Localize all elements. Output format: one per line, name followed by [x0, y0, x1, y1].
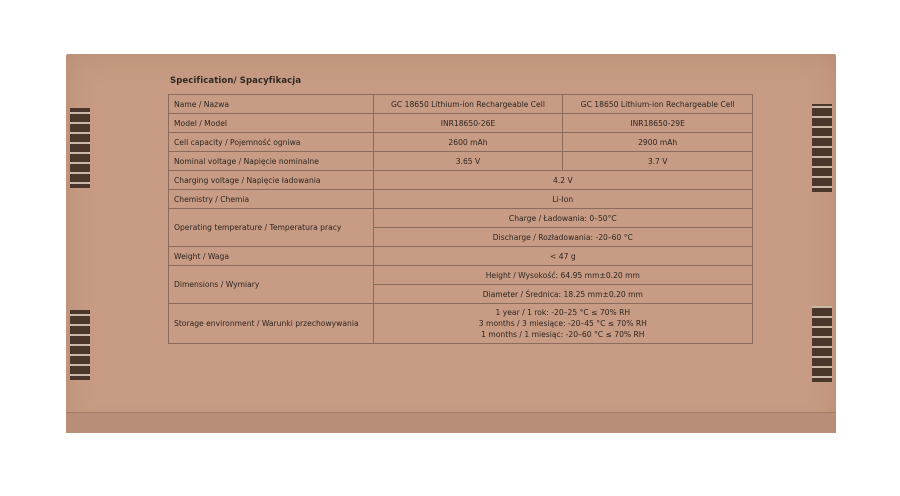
spec-title: Specification/ Spacyfikacja	[170, 76, 302, 86]
tape-left-top	[70, 108, 90, 188]
table-row	[169, 266, 753, 285]
row-label: Model / Model	[169, 114, 374, 133]
cell-value: 4.2 V	[373, 171, 752, 190]
tape-right-bottom	[812, 306, 832, 382]
storage-line: 1 year / 1 rok: -20–25 °C ≤ 70% RH	[495, 308, 631, 317]
cell-value: Discharge / Rozładowania: -20–60 °C	[373, 228, 752, 247]
row-label: Cell capacity / Pojemność ogniwa	[169, 133, 374, 152]
box-lid-edge	[66, 412, 836, 433]
cell-value: < 47 g	[373, 247, 752, 266]
cell-value: 2900 mAh	[563, 133, 753, 152]
spec-table	[168, 94, 753, 344]
table-row	[169, 133, 753, 152]
cell-value: 3.7 V	[563, 152, 753, 171]
table-row	[169, 114, 753, 133]
cell-value: GC 18650 Lithium-ion Rechargeable Cell	[563, 95, 753, 114]
cell-value: INR18650-26E	[373, 114, 563, 133]
table-row	[169, 95, 753, 114]
table-row	[169, 190, 753, 209]
table-row	[169, 304, 753, 344]
storage-line: 3 months / 3 miesiące: -20–45 °C ≤ 70% RH	[478, 319, 647, 328]
row-label: Operating temperature / Temperatura pracy	[169, 209, 374, 247]
row-label: Weight / Waga	[169, 247, 374, 266]
storage-line: 1 months / 1 miesiąc: -20–60 °C ≤ 70% RH	[481, 330, 645, 339]
cell-value: 2600 mAh	[373, 133, 563, 152]
cell-value: Charge / Ładowania: 0–50°C	[373, 209, 752, 228]
cell-value: 3.65 V	[373, 152, 563, 171]
cell-value: GC 18650 Lithium-ion Rechargeable Cell	[373, 95, 563, 114]
row-label: Charging voltage / Napięcie ładowania	[169, 171, 374, 190]
tape-left-bottom	[70, 310, 90, 380]
row-label: Name / Nazwa	[169, 95, 374, 114]
cell-value: Li-Ion	[373, 190, 752, 209]
row-label: Chemistry / Chemia	[169, 190, 374, 209]
row-label: Dimensions / Wymiary	[169, 266, 374, 304]
row-label: Nominal voltage / Napięcie nominalne	[169, 152, 374, 171]
cell-value: Diameter / Średnica: 18.25 mm±0.20 mm	[373, 285, 752, 304]
table-row	[169, 209, 753, 228]
storage-cell	[373, 304, 752, 344]
table-row	[169, 171, 753, 190]
row-label: Storage environment / Warunki przechowywania	[169, 304, 374, 344]
tape-right-top	[812, 104, 832, 192]
cell-value: Height / Wysokość: 64.95 mm±0.20 mm	[373, 266, 752, 285]
table-row	[169, 152, 753, 171]
cell-value: INR18650-29E	[563, 114, 753, 133]
table-row	[169, 247, 753, 266]
